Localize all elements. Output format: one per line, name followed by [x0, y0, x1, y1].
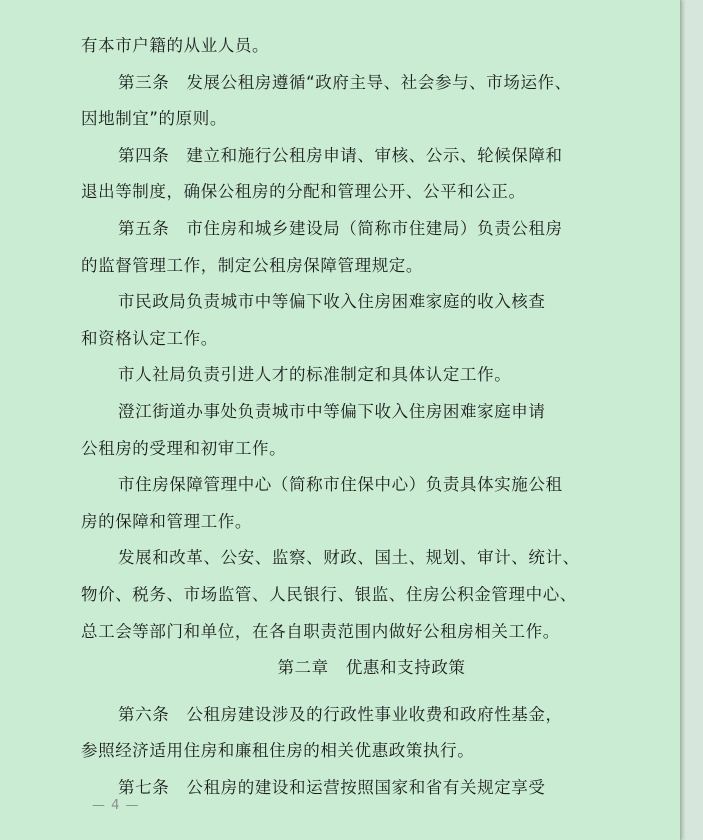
paragraph-block — [81, 28, 616, 650]
text-line: 第四条 建立和施行公租房申请、审核、公示、轮候保障和 — [118, 145, 563, 165]
document-body — [81, 28, 616, 806]
text-line: 发展和改革、公安、监察、财政、国土、规划、审计、统计、 — [118, 548, 580, 568]
text-line: 公租房的受理和初审工作。 — [81, 438, 287, 458]
text-line: 因地制宜”的原则。 — [81, 109, 227, 129]
text-line: 市住房保障管理中心（简称市住保中心）负责具体实施公租 — [118, 475, 563, 495]
text-line: 澄江街道办事处负责城市中等偏下收入住房困难家庭申请 — [118, 401, 546, 421]
page-number: — 4 — — [92, 798, 140, 813]
text-line: 市人社局负责引进人才的标准制定和具体认定工作。 — [118, 365, 512, 385]
text-line: 第三条 发展公租房遵循“政府主导、社会参与、市场运作、 — [118, 72, 572, 92]
chapter-heading: 第二章 优惠和支持政策 — [277, 658, 466, 678]
spacer — [81, 687, 616, 697]
text-line: 第七条 公租房的建设和运营按照国家和省有关规定享受 — [118, 777, 546, 797]
text-line: 市民政局负责城市中等偏下收入住房困难家庭的收入核查 — [118, 292, 546, 312]
text-line: 退出等制度，确保公租房的分配和管理公开、公平和公正。 — [81, 182, 526, 202]
text-line: 第六条 公租房建设涉及的行政性事业收费和政府性基金， — [118, 704, 563, 724]
text-line: 物价、税务、市场监管、人民银行、银监、住房公积金管理中心、 — [81, 584, 577, 604]
text-line: 总工会等部门和单位，在各自职责范围内做好公租房相关工作。 — [81, 621, 560, 641]
text-line: 参照经济适用住房和廉租住房的相关优惠政策执行。 — [81, 741, 475, 761]
text-line: 的监督管理工作，制定公租房保障管理规定。 — [81, 255, 423, 275]
text-line: 和资格认定工作。 — [81, 328, 218, 348]
paragraph-block — [81, 697, 616, 807]
text-line: 第五条 市住房和城乡建设局（简称市住建局）负责公租房 — [118, 218, 563, 238]
text-line: 房的保障和管理工作。 — [81, 511, 252, 531]
text-line: 有本市户籍的从业人员。 — [81, 36, 270, 55]
